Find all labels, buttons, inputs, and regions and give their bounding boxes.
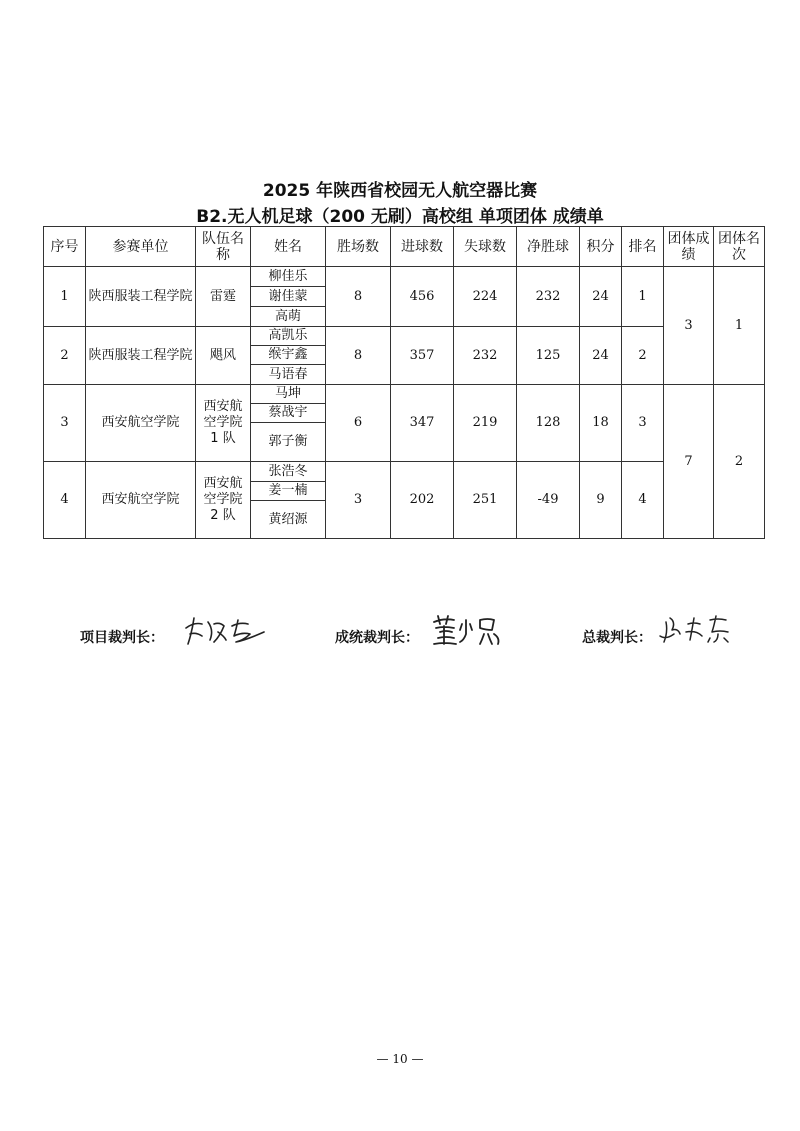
cell-member: 缑宇鑫	[251, 346, 326, 365]
table-row	[44, 462, 765, 482]
cell-member: 蔡战宇	[251, 404, 326, 423]
cell-team: 雷霆	[196, 267, 251, 327]
cell-group-score: 7	[664, 385, 714, 539]
cell-rank: 4	[622, 462, 664, 539]
header-goals-for: 进球数	[391, 227, 454, 267]
cell-goals-against: 224	[454, 267, 517, 327]
signature-row	[0, 610, 800, 660]
results-table	[43, 226, 765, 539]
chief-judge-label: 总裁判长：	[582, 630, 652, 646]
cell-seq: 2	[44, 327, 86, 385]
header-unit: 参赛单位	[86, 227, 196, 267]
header-points: 积分	[580, 227, 622, 267]
score-judge-signature	[428, 610, 508, 654]
cell-member: 姜一楠	[251, 482, 326, 501]
cell-goals-against: 251	[454, 462, 517, 539]
page-subtitle: B2.无人机足球（200 无刷）高校组 单项团体 成绩单	[196, 207, 604, 227]
cell-wins: 3	[326, 462, 391, 539]
cell-member: 郭子衡	[251, 423, 326, 462]
cell-seq: 3	[44, 385, 86, 462]
cell-points: 18	[580, 385, 622, 462]
cell-member: 马语春	[251, 365, 326, 385]
cell-goals-for: 456	[391, 267, 454, 327]
table-row	[44, 327, 765, 346]
cell-unit: 西安航空学院	[86, 385, 196, 462]
cell-net: 232	[517, 267, 580, 327]
header-group-rank: 团体名次	[714, 227, 765, 267]
cell-member: 黄绍源	[251, 501, 326, 539]
cell-unit: 陕西服装工程学院	[86, 267, 196, 327]
header-row	[44, 227, 765, 267]
project-judge-label: 项目裁判长：	[80, 630, 164, 646]
cell-wins: 8	[326, 267, 391, 327]
cell-rank: 1	[622, 267, 664, 327]
cell-member: 马坤	[251, 385, 326, 404]
cell-goals-for: 202	[391, 462, 454, 539]
cell-team: 飓风	[196, 327, 251, 385]
table-row	[44, 385, 765, 404]
cell-net: -49	[517, 462, 580, 539]
cell-unit: 西安航空学院	[86, 462, 196, 539]
header-group-score: 团体成绩	[664, 227, 714, 267]
cell-member: 高凯乐	[251, 327, 326, 346]
cell-seq: 4	[44, 462, 86, 539]
header-rank: 排名	[622, 227, 664, 267]
cell-wins: 6	[326, 385, 391, 462]
table-row	[44, 267, 765, 287]
cell-group-score: 3	[664, 267, 714, 385]
score-judge-label: 成统裁判长：	[335, 630, 419, 646]
cell-points: 24	[580, 267, 622, 327]
cell-seq: 1	[44, 267, 86, 327]
cell-goals-for: 347	[391, 385, 454, 462]
cell-rank: 2	[622, 327, 664, 385]
cell-member: 高萌	[251, 307, 326, 327]
cell-rank: 3	[622, 385, 664, 462]
cell-net: 125	[517, 327, 580, 385]
cell-goals-against: 232	[454, 327, 517, 385]
cell-unit: 陕西服装工程学院	[86, 327, 196, 385]
cell-points: 24	[580, 327, 622, 385]
header-seq: 序号	[44, 227, 86, 267]
page-number: — 10 —	[376, 1052, 424, 1066]
page-title: 2025 年陕西省校园无人航空器比赛	[262, 181, 538, 201]
cell-group-rank: 1	[714, 267, 765, 385]
cell-group-rank: 2	[714, 385, 765, 539]
cell-points: 9	[580, 462, 622, 539]
cell-member: 张浩冬	[251, 462, 326, 482]
cell-wins: 8	[326, 327, 391, 385]
cell-team: 西安航空学院 1 队	[196, 385, 251, 462]
header-net: 净胜球	[517, 227, 580, 267]
cell-net: 128	[517, 385, 580, 462]
cell-goals-for: 357	[391, 327, 454, 385]
header-team: 队伍名称	[196, 227, 251, 267]
cell-team: 西安航空学院 2 队	[196, 462, 251, 539]
header-name: 姓名	[251, 227, 326, 267]
header-goals-against: 失球数	[454, 227, 517, 267]
header-wins: 胜场数	[326, 227, 391, 267]
chief-judge-signature	[656, 610, 746, 654]
cell-member: 柳佳乐	[251, 267, 326, 287]
cell-member: 谢佳蒙	[251, 287, 326, 307]
cell-goals-against: 219	[454, 385, 517, 462]
project-judge-signature	[180, 610, 270, 654]
